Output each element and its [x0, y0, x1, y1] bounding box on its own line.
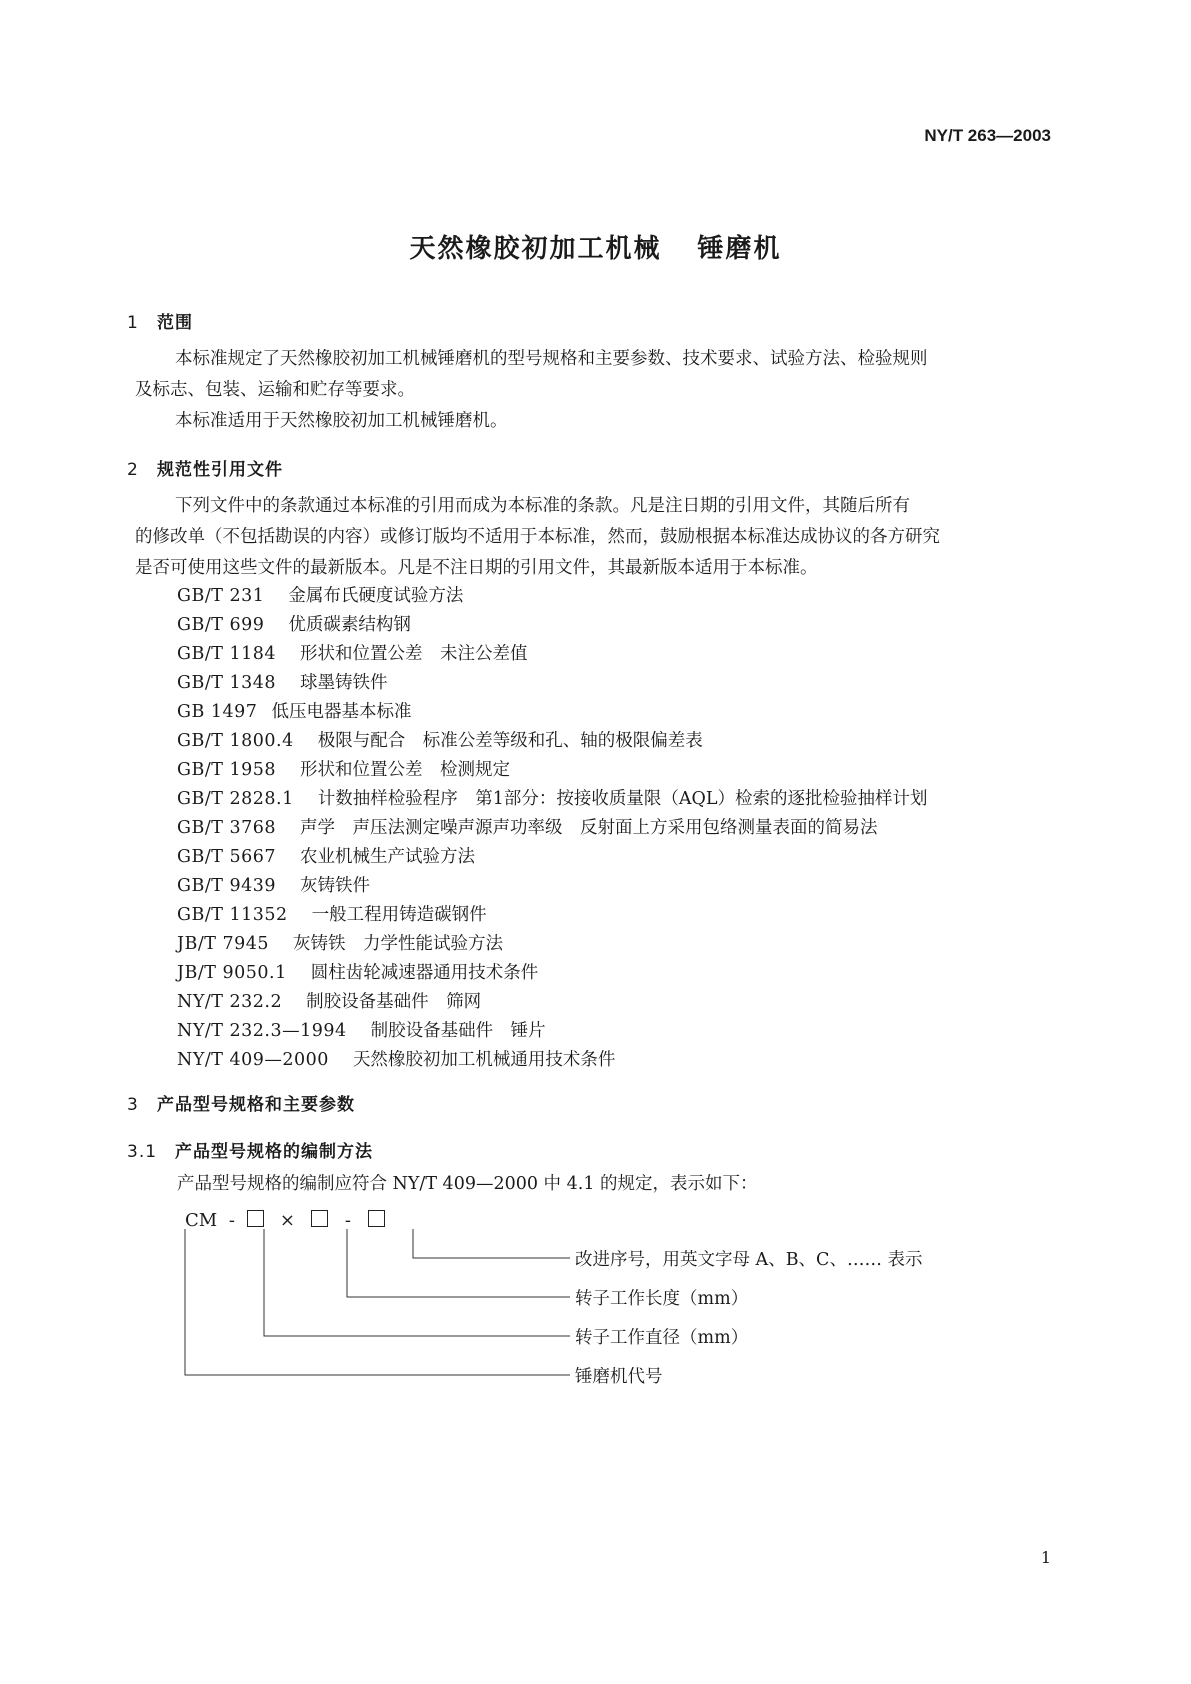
times-symbol: × [279, 1210, 295, 1231]
page-number: 1 [1040, 1548, 1051, 1567]
reference-item: GB/T 1800.4 极限与配合 标准公差等级和孔、轴的极限偏差表 [177, 731, 703, 751]
reference-item: GB/T 5667 农业机械生产试验方法 [177, 847, 476, 867]
legend-improvement-sequence: 改进序号，用英文字母 A、B、C、…… 表示 [575, 1250, 923, 1270]
section-3-1-heading: 3.1 产品型号规格的编制方法 [127, 1142, 373, 1162]
scope-para-1-line-2: 及标志、包装、运输和贮存等要求。 [135, 380, 415, 400]
section-3-heading: 3 产品型号规格和主要参数 [127, 1095, 355, 1115]
model-code [185, 1210, 385, 1231]
legend-rotor-length: 转子工作长度（mm） [575, 1289, 749, 1309]
leader-line [347, 1229, 570, 1297]
intro-line-3: 是否可使用这些文件的最新版本。凡是不注日期的引用文件，其最新版本适用于本标准。 [135, 558, 818, 578]
legend-hammer-mill-code: 锤磨机代号 [575, 1367, 663, 1387]
section-1-heading: 1 范围 [127, 313, 193, 333]
legend-rotor-diameter: 转子工作直径（mm） [575, 1328, 749, 1348]
model-prefix: CM [185, 1210, 218, 1231]
reference-item: JB/T 9050.1 圆柱齿轮减速器通用技术条件 [177, 963, 539, 983]
intro-line-2: 的修改单（不包括勘误的内容）或修订版均不适用于本标准，然而，鼓励根据本标准达成协议的各方研究 [135, 527, 940, 547]
dash-symbol: - [228, 1210, 235, 1231]
reference-item: NY/T 232.3—1994 制胶设备基础件 锤片 [177, 1021, 546, 1041]
reference-item: NY/T 409—2000 天然橡胶初加工机械通用技术条件 [177, 1050, 616, 1070]
section-2-heading: 2 规范性引用文件 [127, 460, 283, 480]
reference-item: GB 1497 低压电器基本标准 [177, 702, 412, 722]
reference-item: GB/T 11352 一般工程用铸造碳钢件 [177, 905, 487, 925]
placeholder-box [247, 1210, 264, 1227]
reference-item: GB/T 699 优质碳素结构钢 [177, 615, 411, 635]
reference-item: NY/T 232.2 制胶设备基础件 筛网 [177, 992, 482, 1012]
scope-para-2: 本标准适用于天然橡胶初加工机械锤磨机。 [175, 411, 508, 431]
leader-line [264, 1229, 570, 1336]
reference-item: GB/T 2828.1 计数抽样检验程序 第1部分：按接收质量限（AQL）检索的逐批检验抽样计划 [177, 789, 928, 809]
placeholder-box [368, 1210, 385, 1227]
reference-item: GB/T 231 金属布氏硬度试验方法 [177, 586, 464, 606]
standard-code: NY/T 263—2003 [924, 126, 1051, 145]
section-1-body [135, 344, 1055, 437]
reference-item: GB/T 1348 球墨铸铁件 [177, 673, 388, 693]
leader-line [185, 1229, 570, 1375]
title-part-1: 天然橡胶初加工机械 [409, 234, 662, 264]
reference-item: GB/T 1184 形状和位置公差 未注公差值 [177, 644, 528, 664]
dash-symbol: - [344, 1210, 351, 1231]
intro-line-1: 下列文件中的条款通过本标准的引用而成为本标准的条款。凡是注日期的引用文件，其随后所有 [175, 496, 910, 516]
title-part-2: 锤磨机 [697, 234, 782, 264]
reference-item: JB/T 7945 灰铸铁 力学性能试验方法 [177, 934, 504, 954]
section-3-1-text: 产品型号规格的编制应符合 NY/T 409—2000 中 4.1 的规定，表示如下： [177, 1174, 758, 1194]
leader-line [413, 1229, 570, 1258]
scope-para-1-line-1: 本标准规定了天然橡胶初加工机械锤磨机的型号规格和主要参数、技术要求、试验方法、检验规则 [175, 349, 928, 369]
reference-item: GB/T 1958 形状和位置公差 检测规定 [177, 760, 511, 780]
reference-item: GB/T 9439 灰铸铁件 [177, 876, 371, 896]
section-2-intro [135, 491, 1055, 584]
document-title [0, 228, 1191, 265]
placeholder-box [311, 1210, 328, 1227]
reference-item: GB/T 3768 声学 声压法测定噪声源声功率级 反射面上方采用包络测量表面的简易法 [177, 818, 878, 838]
